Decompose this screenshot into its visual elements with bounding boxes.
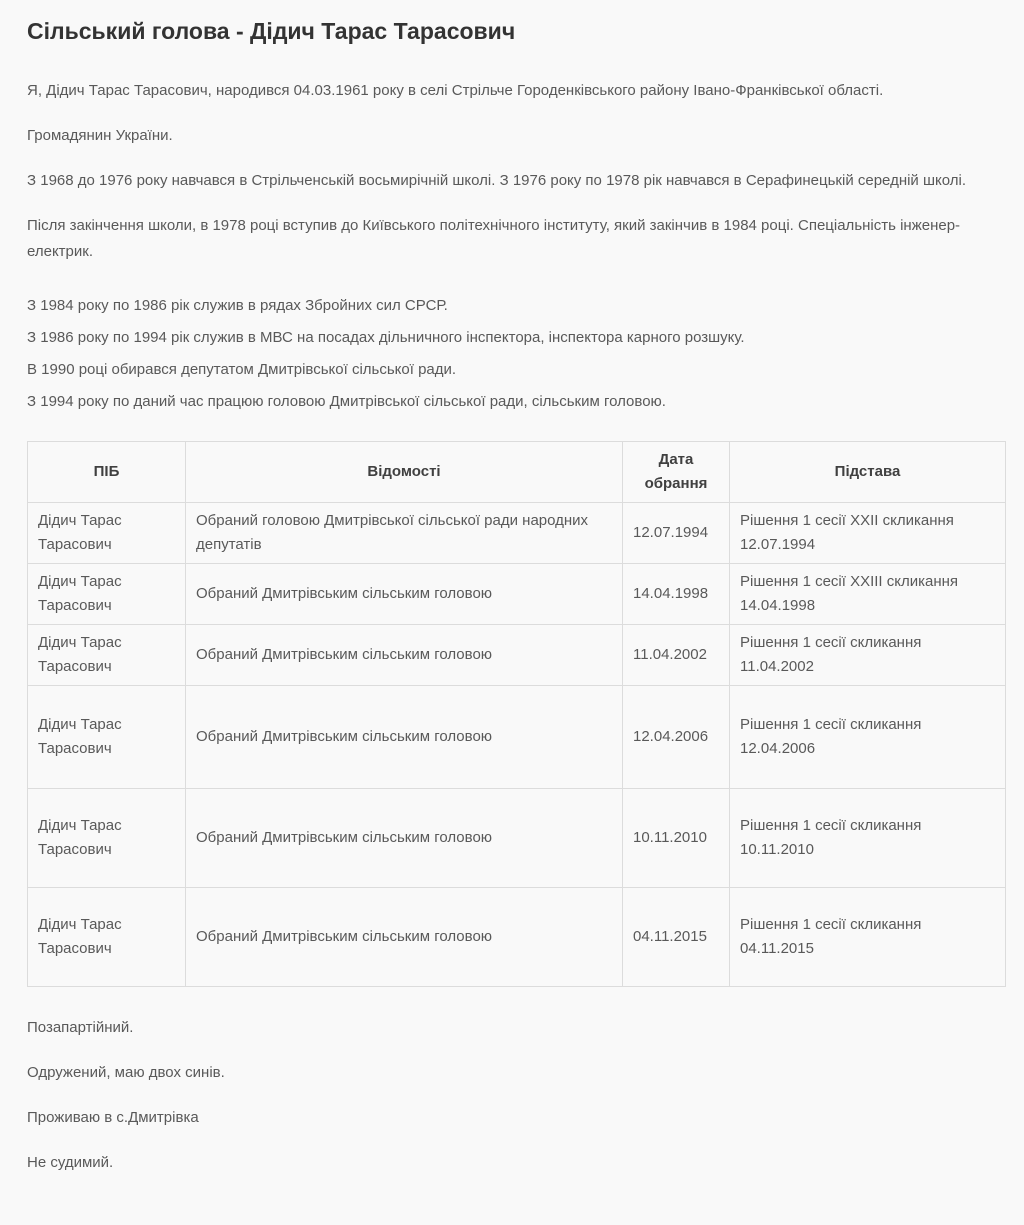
- cell-name: Дідич Тарас Тарасович: [28, 887, 186, 986]
- table-row: [28, 887, 1006, 986]
- cell-details: Обраний головою Дмитрівської сільської ради народних депутатів: [186, 502, 623, 563]
- column-header-date: Дата обрання: [623, 441, 730, 502]
- cell-date: 12.04.2006: [623, 685, 730, 788]
- elections-table-body: [28, 502, 1006, 986]
- career-line-head: З 1994 року по даний час працюю головою Дмитрівської сільської ради, сільським головою.: [27, 392, 666, 410]
- elections-table-header: [28, 441, 1006, 502]
- page-title: Сільський голова - Дідич Тарас Тарасович: [27, 18, 516, 44]
- bio-citizenship-paragraph: Громадянин України.: [27, 126, 173, 144]
- footer-line-family: Одружений, маю двох синів.: [27, 1063, 225, 1081]
- column-header-details: Відомості: [186, 441, 623, 502]
- cell-details: Обраний Дмитрівським сільським головою: [186, 788, 623, 887]
- cell-name: Дідич Тарас Тарасович: [28, 685, 186, 788]
- bio-institute-paragraph: Після закінчення школи, в 1978 році вступив до Київського політехнічного інституту, який закінчив в 1984 році. Спеціальність інженер-електрик.: [27, 216, 961, 260]
- bio-intro-paragraph: Я, Дідич Тарас Тарасович, народився 04.03.1961 року в селі Стрільче Городенківського району Івано-Франківської області.: [27, 81, 884, 99]
- cell-date: 12.07.1994: [623, 502, 730, 563]
- table-row: [28, 502, 1006, 563]
- footer-line-residence: Проживаю в с.Дмитрівка: [27, 1108, 199, 1126]
- bio-school-paragraph: З 1968 до 1976 року навчався в Стрільченській восьмирічній школі. З 1976 року по 1978 рік навчався в Серафинецькій середній школі.: [27, 171, 967, 189]
- header-row: [28, 441, 1006, 502]
- footer-line-party: Позапартійний.: [27, 1018, 134, 1036]
- table-row: [28, 563, 1006, 624]
- cell-name: Дідич Тарас Тарасович: [28, 502, 186, 563]
- cell-date: 04.11.2015: [623, 887, 730, 986]
- cell-basis: Рішення 1 сесії скликання 10.11.2010: [730, 788, 1006, 887]
- career-block: [27, 293, 1005, 415]
- footer-line-conviction: Не судимий.: [27, 1153, 114, 1171]
- column-header-name: ПІБ: [28, 441, 186, 502]
- footer-block: [27, 1015, 1005, 1176]
- cell-details: Обраний Дмитрівським сільським головою: [186, 887, 623, 986]
- cell-name: Дідич Тарас Тарасович: [28, 624, 186, 685]
- cell-name: Дідич Тарас Тарасович: [28, 563, 186, 624]
- elections-table: [27, 441, 1006, 987]
- cell-details: Обраний Дмитрівським сільським головою: [186, 624, 623, 685]
- table-row: [28, 788, 1006, 887]
- cell-basis: Рішення 1 сесії скликання 04.11.2015: [730, 887, 1006, 986]
- table-row: [28, 624, 1006, 685]
- cell-basis: Рішення 1 сесії скликання 11.04.2002: [730, 624, 1006, 685]
- cell-details: Обраний Дмитрівським сільським головою: [186, 685, 623, 788]
- cell-date: 10.11.2010: [623, 788, 730, 887]
- column-header-basis: Підстава: [730, 441, 1006, 502]
- cell-basis: Рішення 1 сесії XXII скликання 12.07.1994: [730, 502, 1006, 563]
- cell-date: 11.04.2002: [623, 624, 730, 685]
- career-line-deputy: В 1990 році обирався депутатом Дмитрівської сільської ради.: [27, 360, 457, 378]
- career-line-army: З 1984 року по 1986 рік служив в рядах Збройних сил СРСР.: [27, 296, 448, 314]
- career-line-mvs: З 1986 року по 1994 рік служив в МВС на посадах дільничного інспектора, інспектора карного розшуку.: [27, 328, 745, 346]
- cell-basis: Рішення 1 сесії XXIII скликання 14.04.1998: [730, 563, 1006, 624]
- cell-details: Обраний Дмитрівським сільським головою: [186, 563, 623, 624]
- cell-name: Дідич Тарас Тарасович: [28, 788, 186, 887]
- table-row: [28, 685, 1006, 788]
- cell-basis: Рішення 1 сесії скликання 12.04.2006: [730, 685, 1006, 788]
- cell-date: 14.04.1998: [623, 563, 730, 624]
